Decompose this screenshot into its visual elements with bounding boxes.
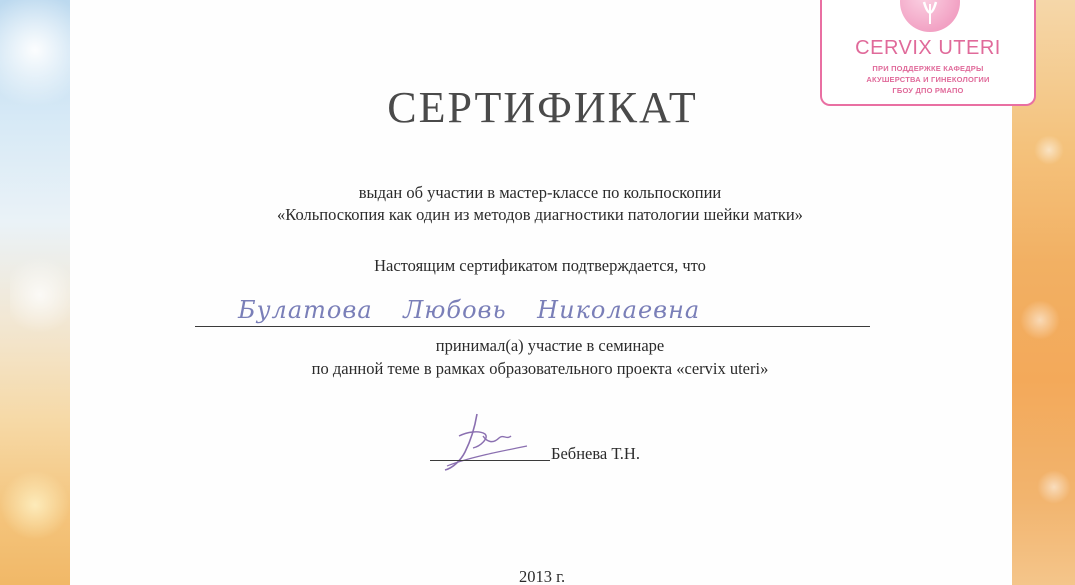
logo-subtitle-line-2: АКУШЕРСТВА И ГИНЕКОЛОГИИ [866, 75, 990, 84]
logo-subtitle-line-3: ГБОУ ДПО РМАПО [892, 86, 964, 95]
signer-name: Бебнева Т.Н. [551, 444, 640, 463]
signature-line [430, 460, 550, 461]
handwritten-signature [437, 406, 547, 481]
confirm-line: Настоящим сертификатом подтверждается, что [374, 256, 706, 275]
certificate-title: СЕРТИФИКАТ [387, 83, 698, 132]
logo-subtitle-line-1: ПРИ ПОДДЕРЖКЕ КАФЕДРЫ [872, 64, 984, 73]
participant-name: Булатова Любовь Николаевна [238, 296, 701, 324]
issued-line: выдан об участии в мастер-классе по кольпоскопии [358, 183, 722, 202]
took-part-line: принимал(а) участие в семинаре [435, 336, 665, 355]
logo-emblem-icon [900, 0, 960, 32]
logo-name: CERVIX UTERI [855, 37, 1001, 59]
theme-line: по данной теме в рамках образовательного проекта «cervix uteri» [311, 359, 769, 378]
certificate-year: 2013 г. [519, 567, 566, 585]
participant-name-underline [195, 326, 870, 327]
topic-line: «Кольпоскопия как один из методов диагностики патологии шейки матки» [277, 205, 803, 224]
